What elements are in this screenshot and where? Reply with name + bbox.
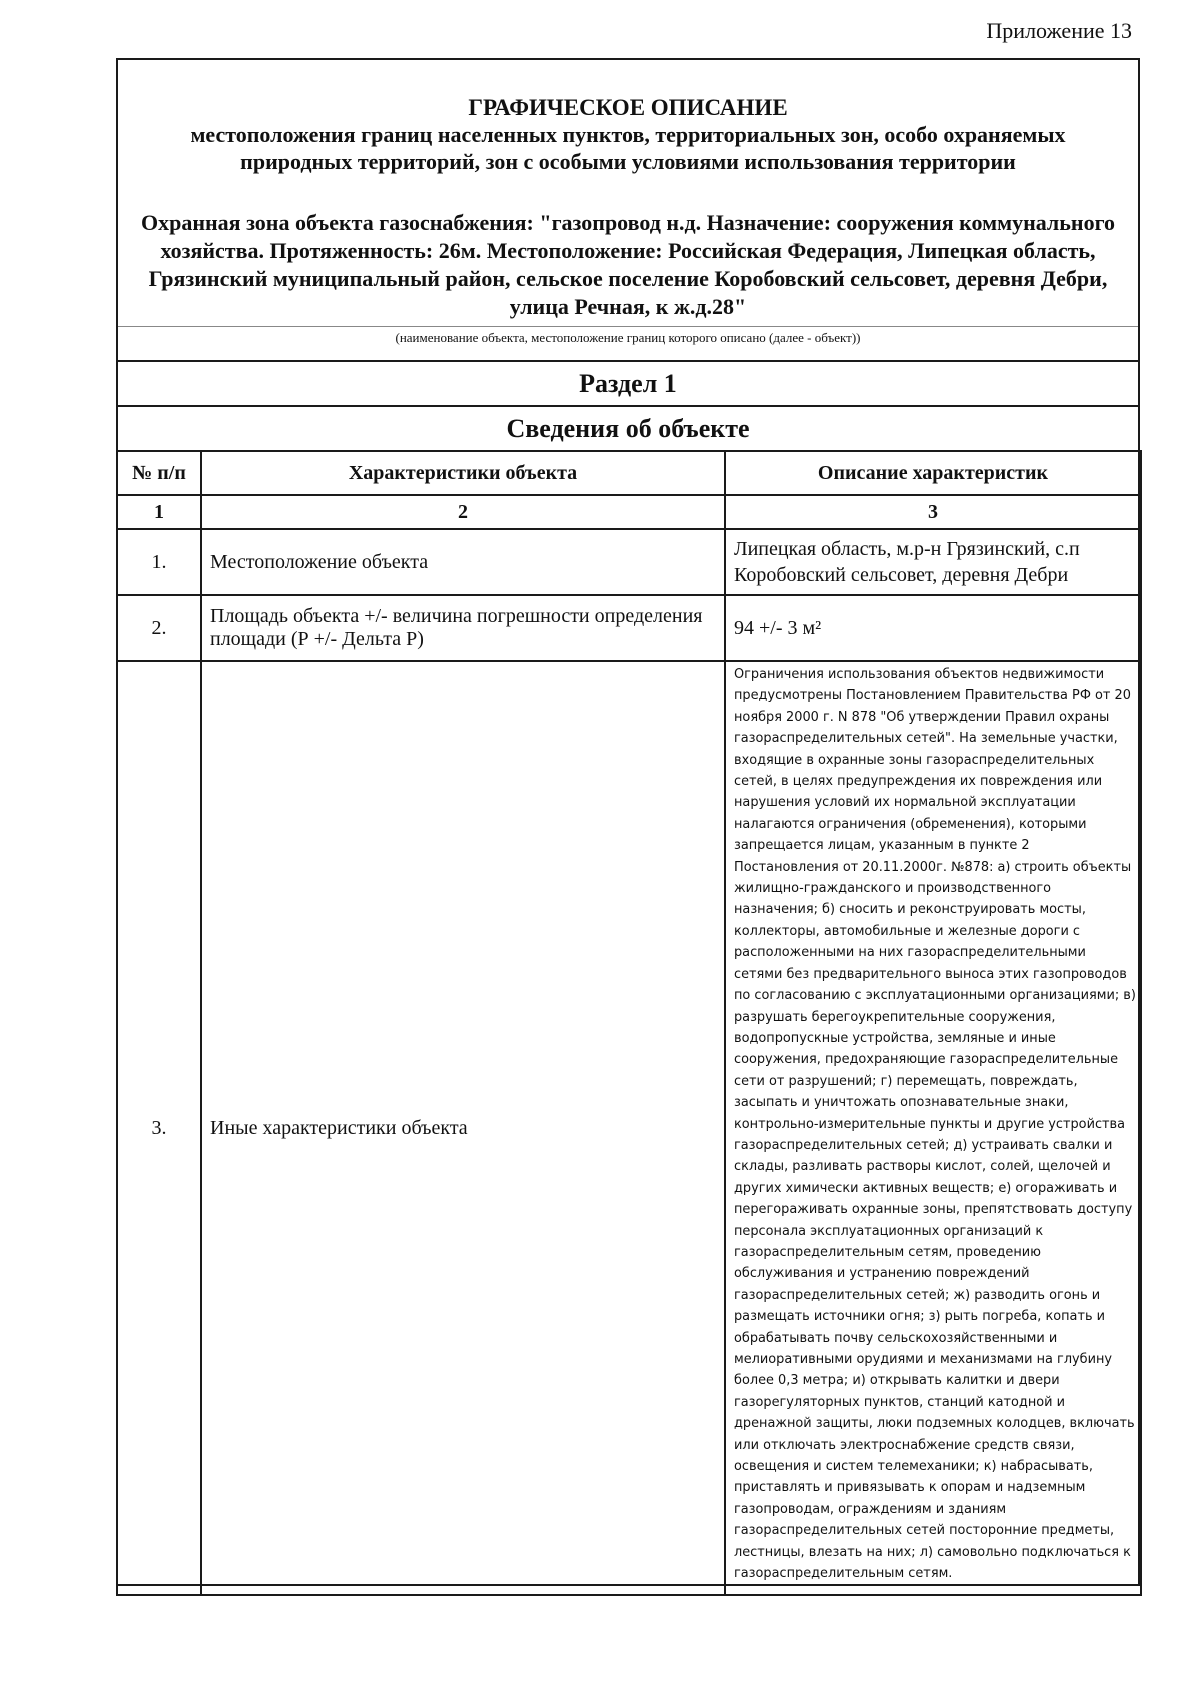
row-characteristic: Иные характеристики объекта bbox=[201, 661, 725, 1595]
column-header-number: № п/п bbox=[117, 451, 201, 495]
row-number: 3. bbox=[117, 661, 201, 1595]
table-row bbox=[117, 529, 1141, 595]
table-row bbox=[117, 595, 1141, 661]
object-name-caption: (наименование объекта, местоположение границ которого описано (далее - объект)) bbox=[395, 330, 861, 345]
row-number: 1. bbox=[117, 529, 201, 595]
column-number: 2 bbox=[201, 495, 725, 529]
column-number-row bbox=[117, 495, 1141, 529]
column-number: 1 bbox=[117, 495, 201, 529]
table-header-row bbox=[117, 451, 1141, 495]
section-subtitle: Сведения об объекте bbox=[118, 405, 1138, 450]
document-header bbox=[118, 60, 1138, 326]
section-title: Раздел 1 bbox=[118, 360, 1138, 405]
column-header-description: Описание характеристик bbox=[725, 451, 1141, 495]
object-info-table bbox=[116, 450, 1142, 1596]
document-subtitle: местоположения границ населенных пунктов, территориальных зон, особо охраняемых природных территорий, зон с особыми условиями использования территории bbox=[190, 122, 1066, 174]
document-frame bbox=[116, 58, 1140, 1586]
column-number: 3 bbox=[725, 495, 1141, 529]
row-description: Липецкая область, м.р-н Грязинский, с.п Коробовский сельсовет, деревня Дебри bbox=[725, 529, 1141, 595]
row-characteristic: Местоположение объекта bbox=[201, 529, 725, 595]
row-number: 2. bbox=[117, 595, 201, 661]
object-name: Охранная зона объекта газоснабжения: "газопровод н.д. Назначение: сооружения коммунального хозяйства. Протяженность: 26м. Местоположение: Российская Федерация, Липецкая область, Грязинский муниципальный район, сельское поселение Коробовский сельсовет, деревня Дебри, улица Речная, к ж.д.28" bbox=[140, 210, 1116, 319]
column-header-characteristic: Характеристики объекта bbox=[201, 451, 725, 495]
table-row bbox=[117, 661, 1141, 1595]
row-description-cell bbox=[725, 661, 1141, 1595]
caption-divider bbox=[118, 326, 1138, 327]
row-description: Ограничения использования объектов недвижимости предусмотрены Постановлением Правительства РФ от 20 ноября 2000 г. N 878 "Об утверждении Правил охраны газораспределительных сетей". На земельные участки, входящие в охранные зоны газораспределительных сетей, в целях предупреждения их повреждения или нарушения условий их нормальной эксплуатации налагаются ограничения (обременения), которыми запрещается лицам, указанным в пункте 2 Постановления от 20.11.2000г. №878: а) строить объекты жилищно-гражданского и производственного назначения; б) сносить и реконструировать мосты, коллекторы, автомобильные и железные дороги с расположенными на них газораспределительными сетями без предварительного выноса этих газопроводов по согласованию с эксплуатационными организациями; в) разрушать берегоукрепительные сооружения, водопропускные устройства, земляные и иные сооружения, предохраняющие газораспределительные сети от разрушений; г) перемещать, повреждать, засыпать и уничтожать опознавательные знаки, контрольно-измерительные пункты и другие устройства газораспределительных сетей; д) устраивать свалки и склады, разливать растворы кислот, солей, щелочей и других химически активных веществ; е) огораживать и перегораживать охранные зоны, препятствовать доступу персонала эксплуатационных организаций к газораспределительным сетям, проведению обслуживания и устранению повреждений газораспределительных сетей; ж) разводить огонь и размещать источники огня; з) рыть погреба, копать и обрабатывать почву сельскохозяйственными и мелиоративными орудиями и механизмами на глубину более 0,3 метра; и) открывать калитки и двери газорегуляторных пунктов, станций катодной и дренажной защиты, люки подземных колодцев, включать или отключать электроснабжение средств связи, освещения и систем телемеханики; к) набрасывать, приставлять и привязывать к опорам и надземным газопроводам, ограждениям и зданиям газораспределительных сетей посторонние предметы, лестницы, влезать на них; л) самовольно подключаться к газораспределительным сетям. bbox=[734, 667, 1136, 1582]
row-description: 94 +/- 3 м² bbox=[725, 595, 1141, 661]
appendix-label: Приложение 13 bbox=[986, 18, 1132, 43]
document-title: ГРАФИЧЕСКОЕ ОПИСАНИЕ bbox=[468, 95, 788, 120]
row-characteristic: Площадь объекта +/- величина погрешности определения площади (Р +/- Дельта Р) bbox=[201, 595, 725, 661]
